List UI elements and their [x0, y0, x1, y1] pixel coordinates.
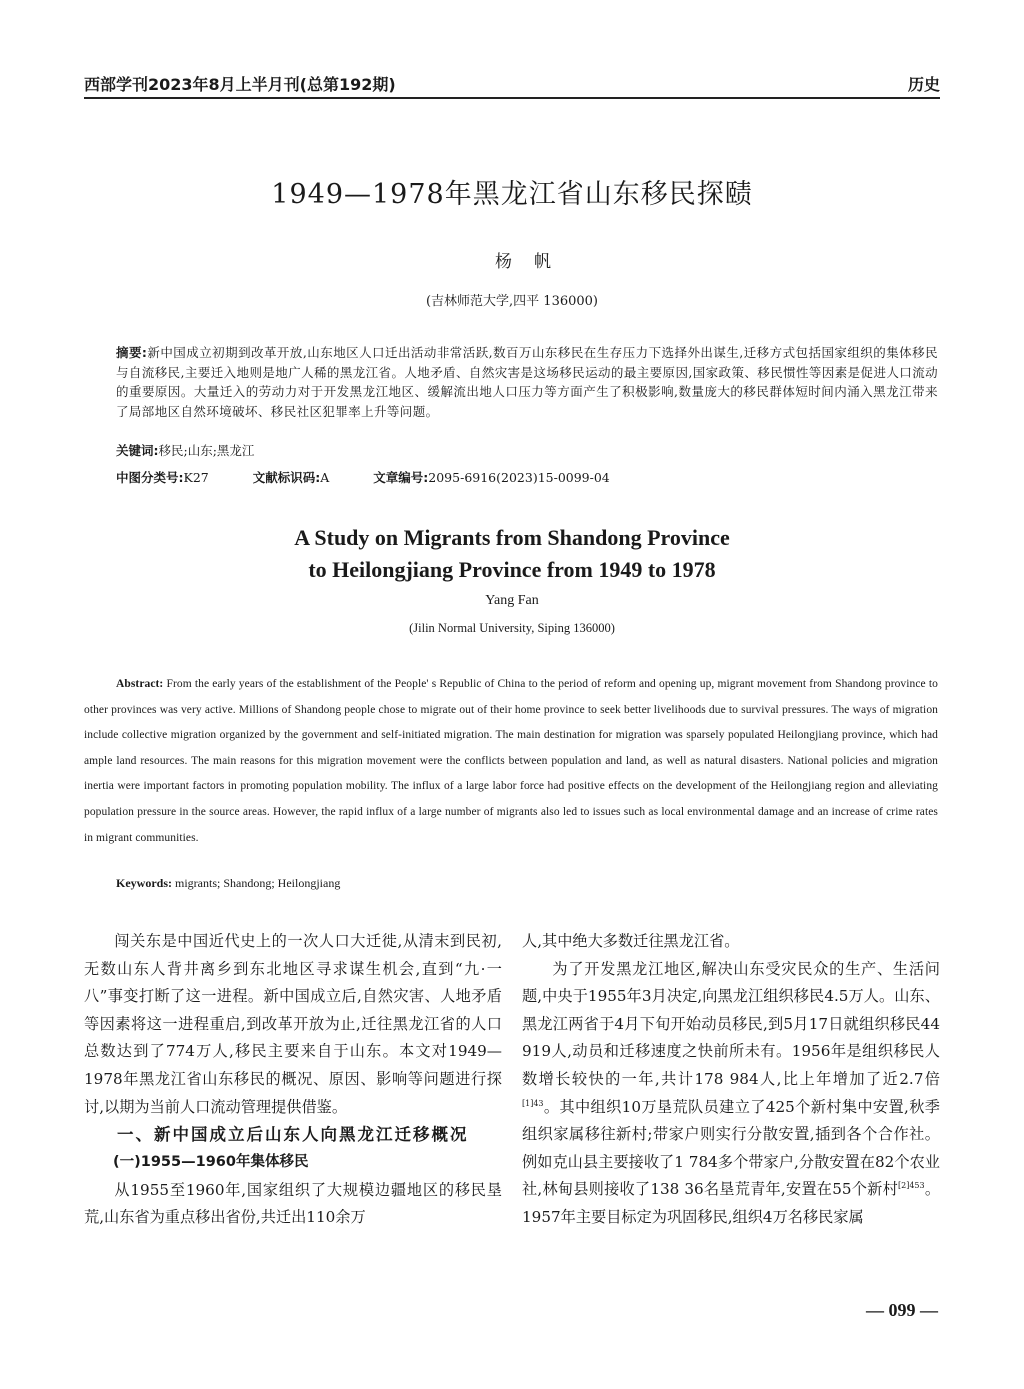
article-number-value: 2095-6916(2023)15-0099-04 [428, 470, 610, 485]
title-chinese: 1949—1978年黑龙江省山东移民探赜 [271, 179, 753, 210]
body-text: 为了开发黑龙江地区,解决山东受灾民众的生产、生活问题,中央于1955年3月决定,向黑龙江组织移民4.5万人。山东、黑龙江两省于4月下旬开始动员移民,到5月17日就组织移民44 919人,动员和迁移速度之快前所未有。1956年是组织移民人数增长较快的一年,共计178 984人,比上年增加了近2.7倍 [522, 959, 940, 1088]
title-english-line1: A Study on Migrants from Shandong Province [294, 525, 730, 550]
keywords-chinese [116, 441, 938, 461]
subsection-heading: (一)1955—1960年集体移民 [113, 1154, 309, 1171]
author-english: Yang Fan [485, 593, 539, 608]
section-label: 历史 [907, 75, 940, 94]
affiliation-chinese: (吉林师范大学,四平 136000) [425, 294, 599, 309]
header-rule [84, 97, 940, 99]
author-chinese: 杨帆 [495, 252, 573, 272]
clc-label: 中图分类号: [116, 470, 184, 485]
abstract-chinese [116, 343, 938, 421]
abstract-chinese-text: 新中国成立初期到改革开放,山东地区人口迁出活动非常活跃,数百万山东移民在生存压力下选择外出谋生,迁移方式包括国家组织的集体移民与自流移民,主要迁入地则是地广人稀的黑龙江省。人地矛盾、自然灾害是这场移民运动的最主要原因,国家政策、移民惯性等因素是促进人口流动的重要原因。大量迁入的劳动力对于开发黑龙江地区、缓解流出地人口压力等方面产生了积极影响,数量庞大的移民群体短时间内涌入黑龙江带来了局部地区自然环境破坏、移民社区犯罪率上升等问题。 [116, 345, 938, 419]
journal-issue: 西部学刊2023年8月上半月刊(总第192期) [84, 75, 396, 94]
running-header [84, 70, 940, 100]
title-english-line2: to Heilongjiang Province from 1949 to 1978 [308, 557, 716, 582]
section-heading: 一、新中国成立后山东人向黑龙江迁移概况 [117, 1125, 469, 1145]
doc-code-value: A [320, 470, 330, 485]
abstract-english-text: From the early years of the establishment of the People' s Republic of China to the period of reform and opening up, migrant movement from Shandong province to other provinces was very active. Millions of Shandong people chose to migrate out of their home province to seek better livelihoods due to survival pressures. The ways of migration include collective migration organized by the government and self-initiated migration. The main destination for migration was sparsely populated Heilongjiang province, which had ample land resources. The main reasons for this migration movement were the conflicts between population and land, as well as natural disasters. National policies and migration inertia were important factors in promoting population mobility. The influx of a large labor force had positive effects on the development of the Heilongjiang region and alleviating population pressure in the source areas. However, the rapid influx of a large number of migrants also led to issues such as local environmental damage and an increase of crime rates in migrant communities. [84, 678, 938, 844]
classification-line [116, 468, 938, 488]
body-paragraph [522, 956, 940, 1232]
body-text: 。1957年主要目标定为巩固移民,组织4万名移民家属 [522, 1180, 941, 1226]
article-number-label: 文章编号: [373, 470, 429, 485]
body-column-left [84, 928, 502, 1232]
doc-code-label: 文献标识码: [252, 470, 321, 485]
keywords-english-text: migrants; Shandong; Heilongjiang [175, 876, 341, 890]
page-number: — 099 — [866, 1300, 938, 1320]
abstract-english [84, 672, 938, 851]
body-text: 。其中组织10万垦荒队员建立了425个新村集中安置,秋季组织家属移往新村;带家户则实行分散安置,插到各个合作社。例如克山县主要接收了1 784多个带家户,分散安置在82个农业社,林甸县则接收了138 36名垦荒青年,安置在55个新村 [522, 1097, 940, 1199]
body-paragraph: 闯关东是中国近代史上的一次人口大迁徙,从清末到民初,无数山东人背井离乡到东北地区寻求谋生机会,直到“九·一八”事变打断了这一进程。新中国成立后,自然灾害、人地矛盾等因素将这一进程重启,到改革开放为止,迁往黑龙江省的人口总数达到了774万人,移民主要来自于山东。本文对1949—1978年黑龙江省山东移民的概况、原因、影响等问题进行探讨,以期为当前人口流动管理提供借鉴。 [84, 932, 502, 1116]
citation-ref: [2]453 [897, 1181, 925, 1191]
keywords-english-label: Keywords: [116, 876, 172, 890]
abstract-english-label: Abstract: [116, 678, 164, 690]
affiliation-english: (Jilin Normal University, Siping 136000) [409, 621, 615, 635]
title-english [84, 522, 940, 586]
body-paragraph: 从1955至1960年,国家组织了大规模边疆地区的移民垦荒,山东省为重点移出省份,共迁出110余万 [84, 1180, 502, 1227]
keywords-chinese-label: 关键词: [116, 443, 159, 458]
body-paragraph: 人,其中绝大多数迁往黑龙江省。 [522, 932, 740, 950]
abstract-chinese-label: 摘要: [116, 345, 148, 360]
clc-value: K27 [183, 470, 209, 485]
keywords-english [116, 876, 340, 891]
body-column-right [522, 928, 940, 1232]
keywords-chinese-text: 移民;山东;黑龙江 [158, 443, 255, 458]
citation-ref: [1]43 [522, 1098, 544, 1108]
